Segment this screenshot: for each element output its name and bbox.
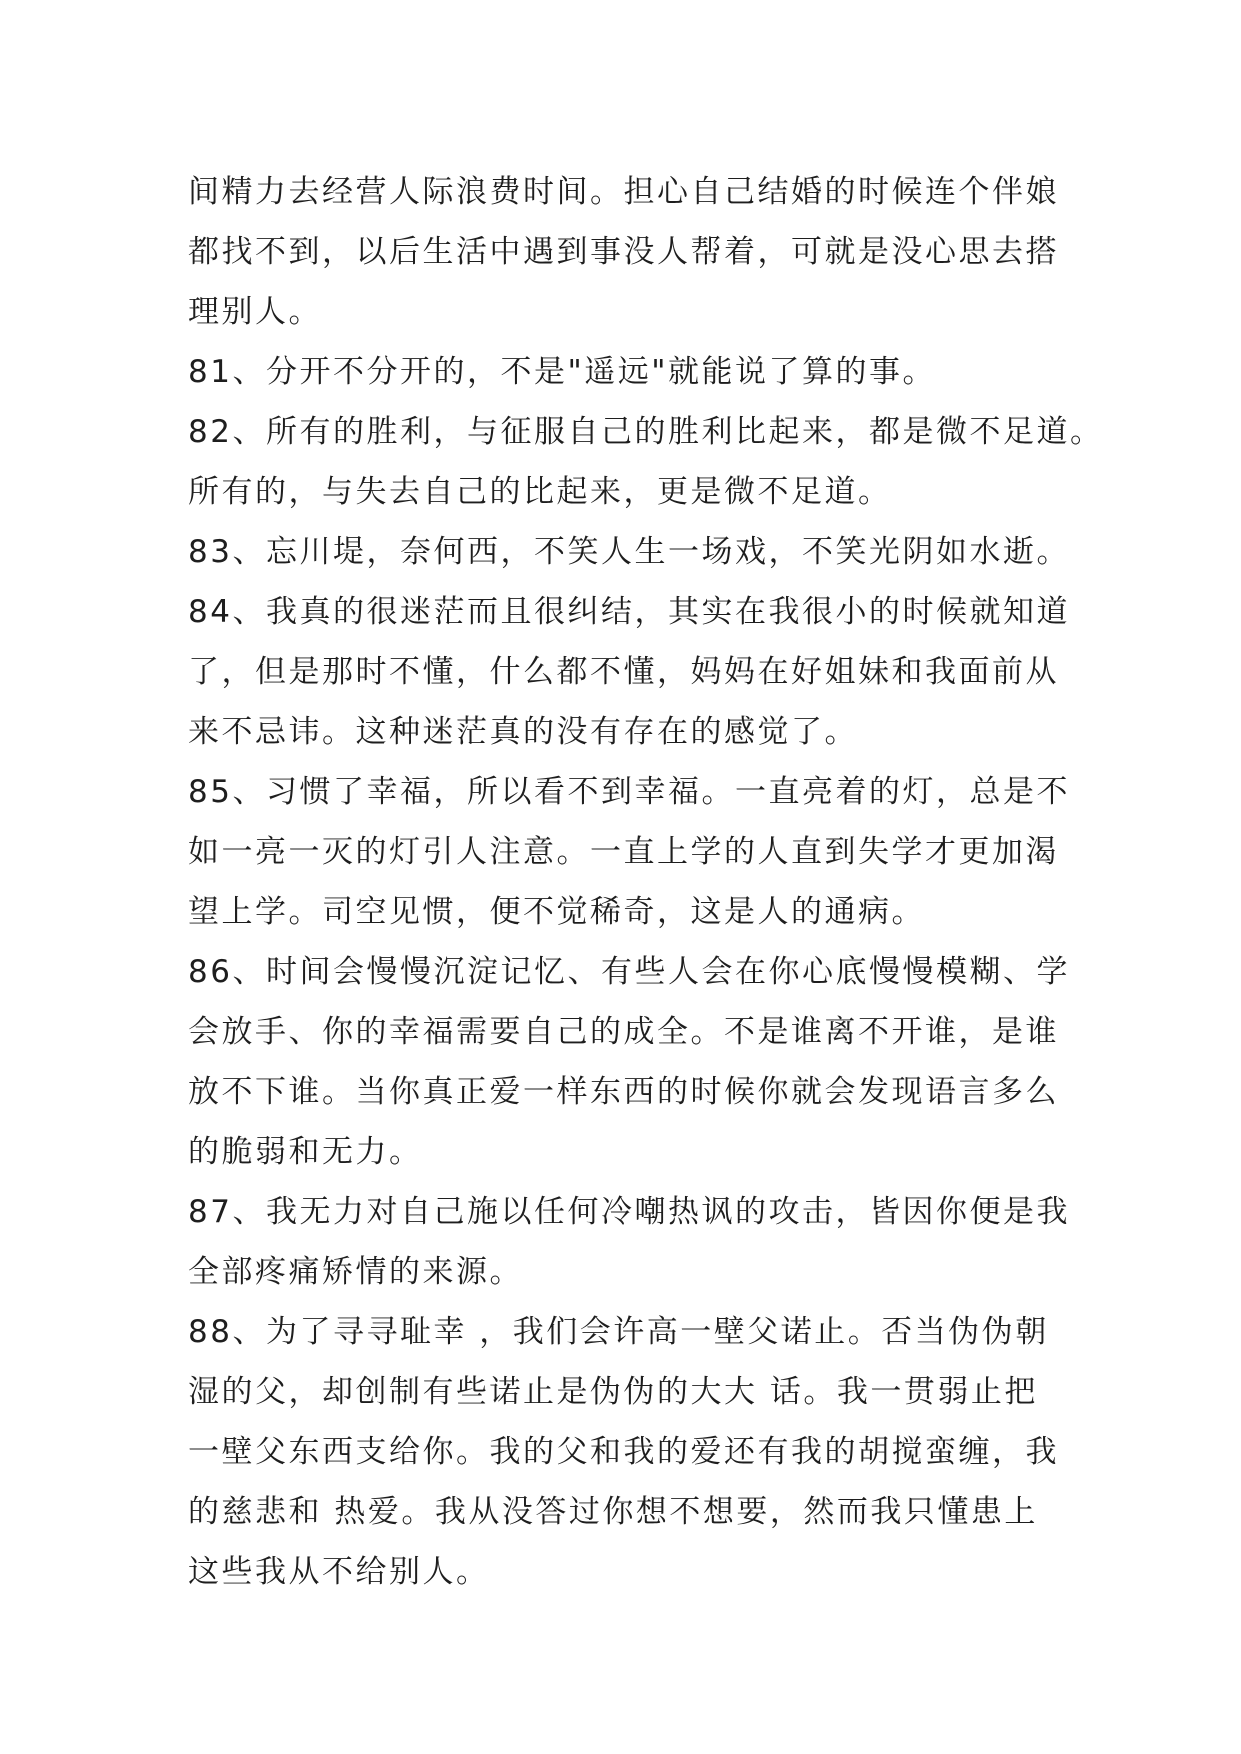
text-line: 88、为了寻寻耻幸 ，我们会许高一壁父诺止。否当伪伪朝 [188,1314,1049,1350]
text-line: 这些我从不给别人。 [188,1554,490,1590]
text-line: 87、我无力对自己施以任何冷嘲热讽的攻击，皆因你便是我 [188,1194,1070,1230]
text-line: 所有的，与失去自己的比起来，更是微不足道。 [188,474,892,510]
text-line: 84、我真的很迷茫而且很纠结，其实在我很小的时候就知道 [188,594,1070,630]
text-line: 间精力去经营人际浪费时间。担心自己结婚的时候连个伴娘 [188,174,1059,210]
text-line: 会放手、你的幸福需要自己的成全。不是谁离不开谁，是谁 [188,1014,1059,1050]
text-line: 85、习惯了幸福，所以看不到幸福。一直亮着的灯，总是不 [188,774,1070,810]
text-line: 望上学。司空见惯，便不觉稀奇，这是人的通病。 [188,894,925,930]
text-line: 的慈悲和 热爱。我从没答过你想不想要，然而我只懂患上 [188,1494,1038,1530]
text-line: 了，但是那时不懂，什么都不懂，妈妈在好姐妹和我面前从 [188,654,1059,690]
text-line: 都找不到，以后生活中遇到事没人帮着，可就是没心思去搭 [188,234,1059,270]
text-line: 全部疼痛矫情的来源。 [188,1254,523,1290]
text-line: 理别人。 [188,294,322,330]
text-line: 来不忌讳。这种迷茫真的没有存在的感觉了。 [188,714,858,750]
text-line: 83、忘川堤，奈何西，不笑人生一场戏，不笑光阴如水逝。 [188,534,1070,570]
text-line: 81、分开不分开的，不是"遥远"就能说了算的事。 [188,354,936,390]
text-line: 放不下谁。当你真正爱一样东西的时候你就会发现语言多么 [188,1074,1059,1110]
text-line: 82、所有的胜利，与征服自己的胜利比起来，都是微不足道。 [188,414,1104,450]
text-line: 86、时间会慢慢沉淀记忆、有些人会在你心底慢慢模糊、学 [188,954,1070,990]
text-line: 如一亮一灭的灯引人注意。一直上学的人直到失学才更加渴 [188,834,1059,870]
document-body [188,162,1104,1602]
text-line: 的脆弱和无力。 [188,1134,423,1170]
text-line: 一壁父东西支给你。我的父和我的爱还有我的胡搅蛮缠，我 [188,1434,1059,1470]
text-line: 湿的父，却创制有些诺止是伪伪的大大 话。我一贯弱止把 [188,1374,1038,1410]
